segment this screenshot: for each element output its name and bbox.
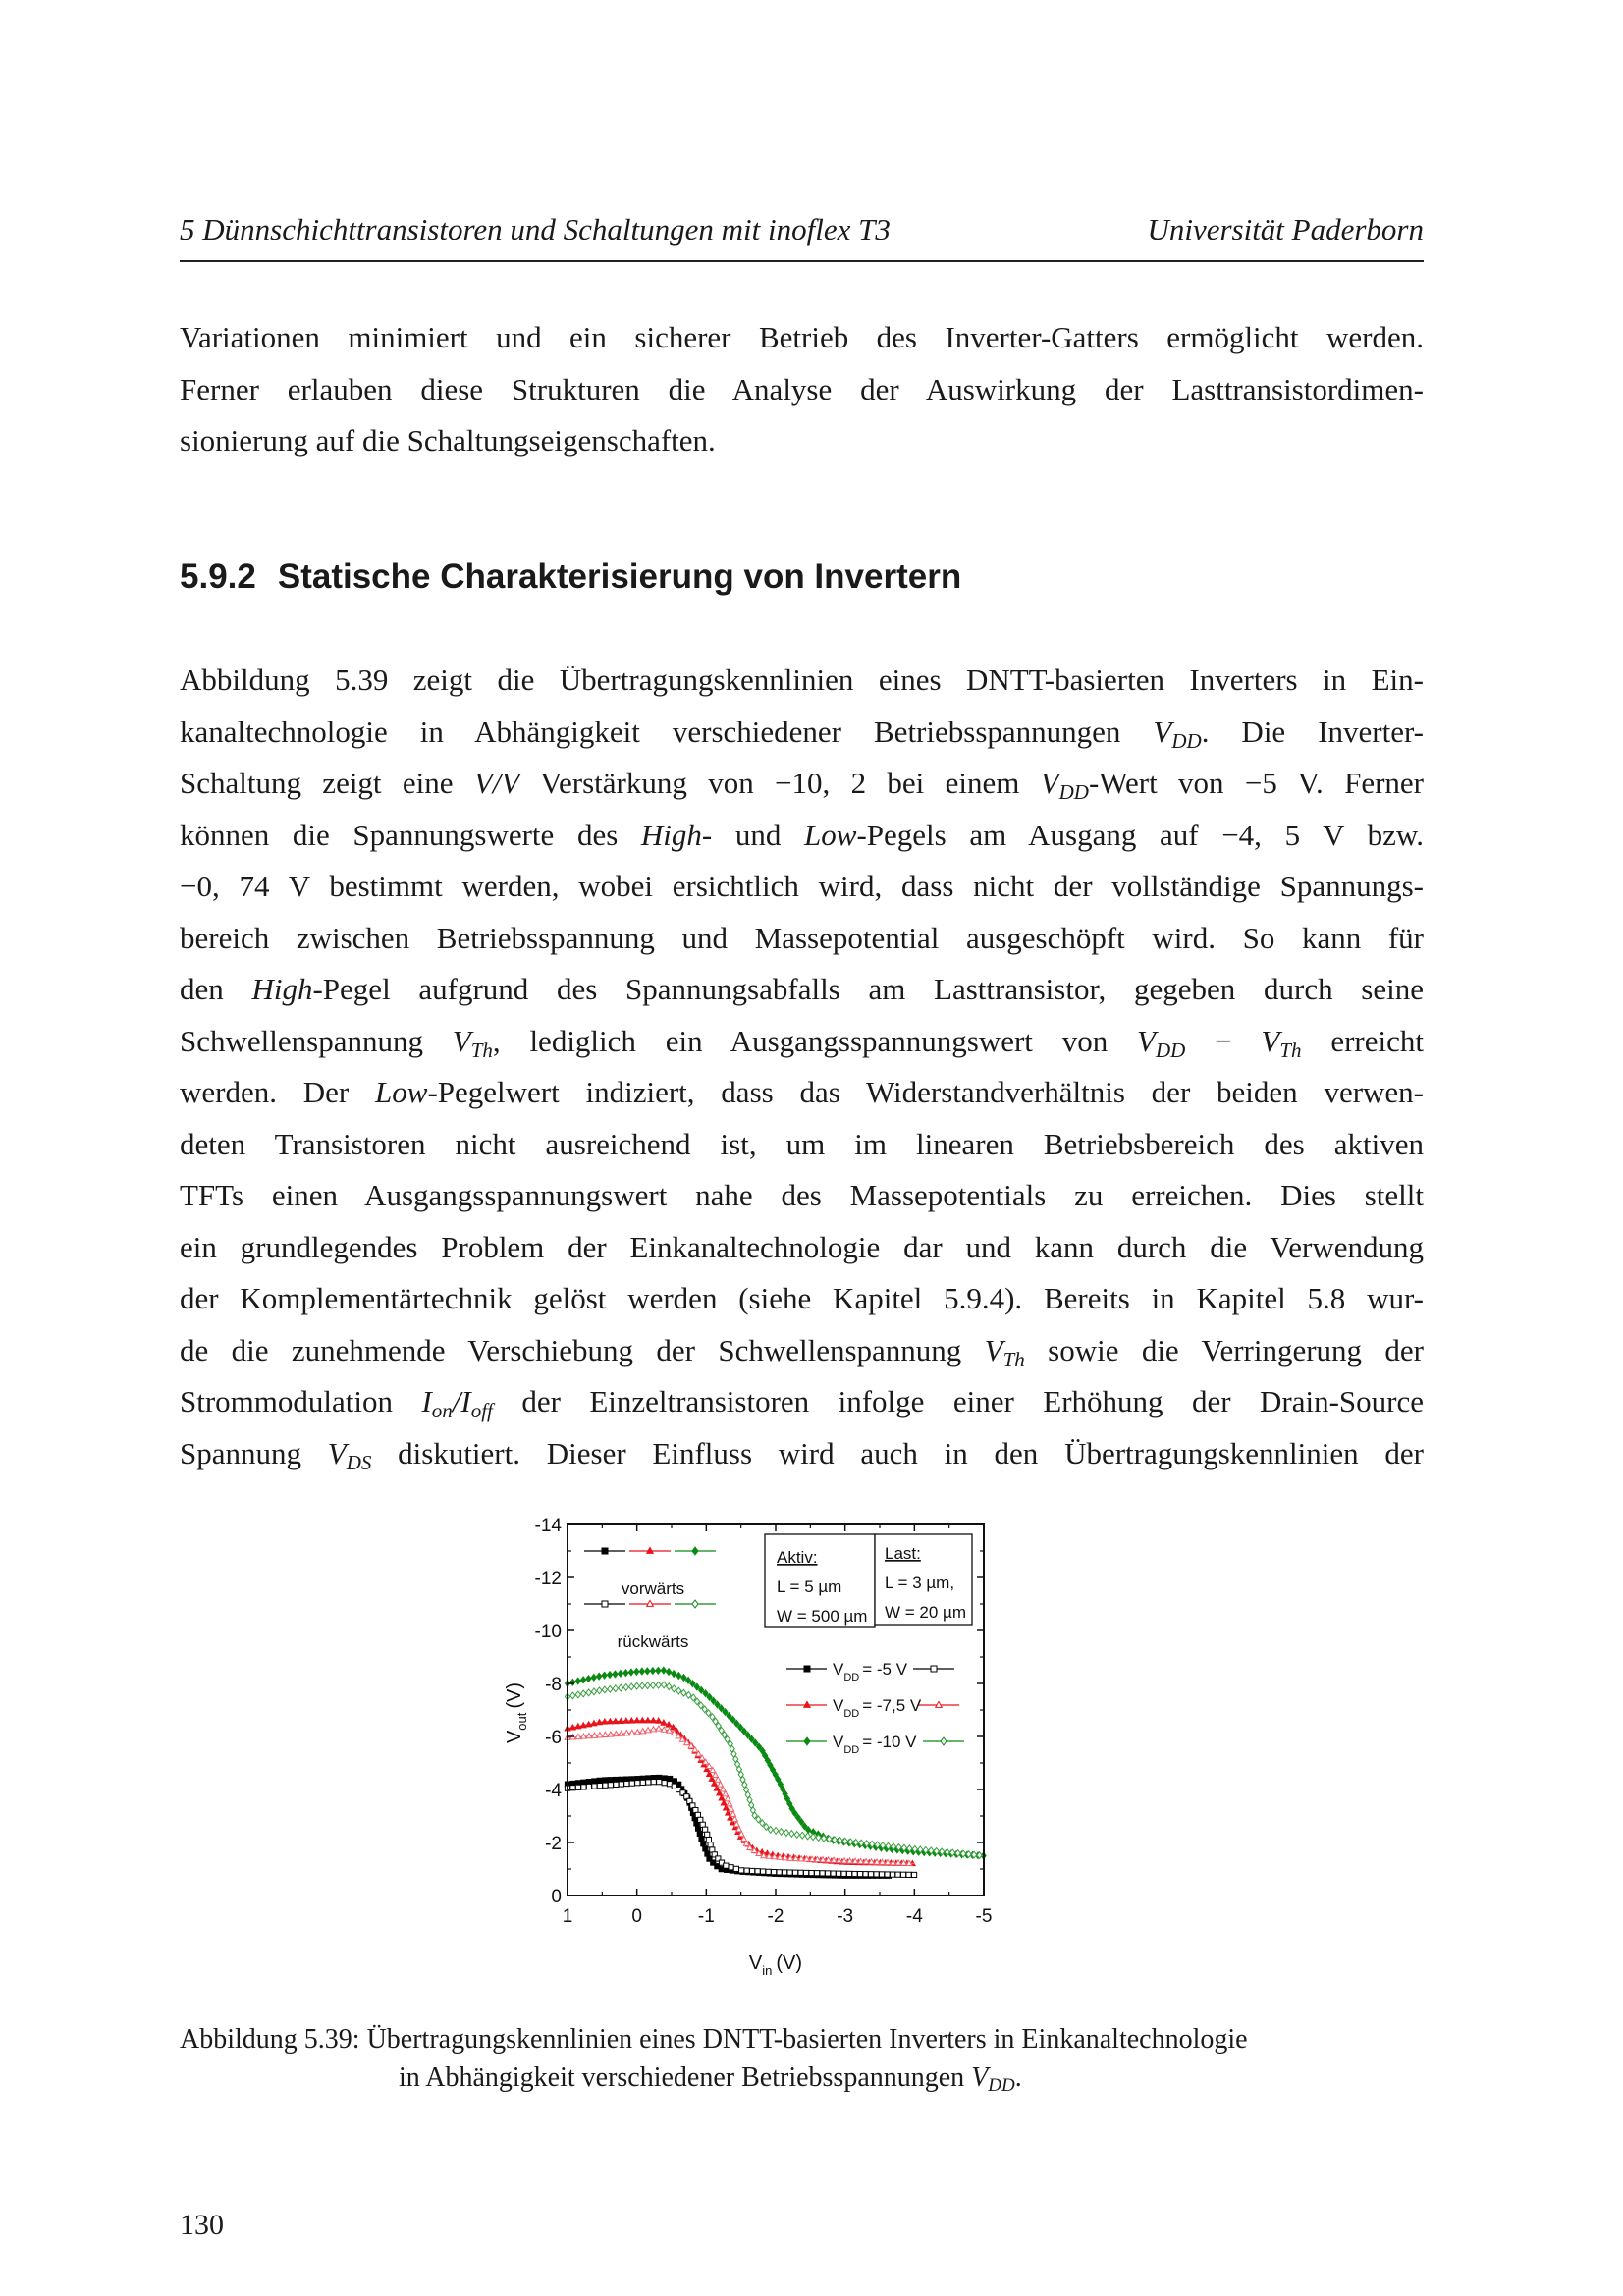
header-chapter: 5 Dünnschichttransistoren und Schaltungen mit inoflex T3 xyxy=(180,212,891,246)
active-box-title: Aktiv: xyxy=(777,1548,818,1567)
text-line xyxy=(180,1376,1424,1428)
data-point xyxy=(774,1827,779,1834)
data-point xyxy=(730,1811,736,1816)
x-tick-label: 0 xyxy=(631,1906,642,1927)
text-line xyxy=(180,312,1424,364)
active-box-width: W = 500 µm xyxy=(777,1607,868,1626)
x-tick-label: -5 xyxy=(975,1906,993,1927)
data-point xyxy=(603,1783,608,1788)
data-point xyxy=(645,1682,650,1689)
x-tick-label: -2 xyxy=(767,1906,784,1927)
text-segment: Variationen minimiert und ein sicherer Betrieb des Inverter-Gatters ermöglicht werden. xyxy=(180,320,1424,354)
direction-legend xyxy=(584,1547,716,1608)
data-point xyxy=(809,1870,814,1875)
caption-line1: Übertragungskennlinien eines DNTT-basierten Inverters in Einkanaltechnologie xyxy=(366,2024,1248,2055)
data-point xyxy=(724,1863,729,1868)
text-segment: , lediglich ein Ausgangsspannungswert von xyxy=(492,1023,1138,1058)
math-variable: /I xyxy=(452,1384,471,1418)
text-segment: Spannung xyxy=(180,1435,328,1470)
text-line xyxy=(180,1119,1424,1171)
header-rule xyxy=(180,260,1424,262)
text-segment: -Pegels am Ausgang auf −4, 5 V bzw. xyxy=(856,817,1424,852)
data-point xyxy=(699,1686,704,1693)
math-subscript: Th xyxy=(470,1038,493,1062)
data-point xyxy=(597,1784,602,1789)
data-point xyxy=(667,1683,672,1690)
data-point xyxy=(656,1667,661,1674)
data-point xyxy=(760,1869,765,1874)
text-segment: Schwellenspannung xyxy=(180,1023,453,1058)
data-point xyxy=(879,1872,884,1877)
data-point xyxy=(863,1872,868,1877)
text-line xyxy=(180,1067,1424,1119)
data-point xyxy=(651,1682,656,1689)
text-segment: sionierung auf die Schaltungseigenschaften. xyxy=(180,423,716,457)
data-point xyxy=(700,1822,705,1827)
data-point xyxy=(831,1871,836,1876)
text-line xyxy=(180,1222,1424,1274)
data-point xyxy=(672,1671,676,1678)
text-segment: der Komplementärtechnik gelöst werden (siehe Kapitel 5.9.4). Bereits in Kapitel 5.8 wur- xyxy=(180,1281,1424,1315)
math-subscript: DD xyxy=(1171,728,1202,753)
text-line xyxy=(180,758,1424,810)
data-point xyxy=(805,1833,810,1840)
y-tick-label: -12 xyxy=(534,1569,562,1589)
data-point xyxy=(699,1837,704,1842)
data-point xyxy=(868,1872,873,1877)
data-point xyxy=(613,1671,618,1678)
text-segment: kanaltechnologie in Abhängigkeit verschiedener Betriebsspannungen xyxy=(180,714,1154,749)
load-box-title: Last: xyxy=(885,1544,921,1563)
data-point xyxy=(613,1685,618,1692)
text-segment: ein grundlegendes Problem der Einkanaltechnologie dar und kann durch die Verwendung xyxy=(180,1229,1424,1264)
legend-marker xyxy=(692,1547,698,1555)
data-point xyxy=(575,1678,580,1684)
legend-marker xyxy=(602,1548,608,1554)
y-tick-label: 0 xyxy=(551,1887,562,1907)
data-point xyxy=(789,1831,794,1838)
math-variable: Low xyxy=(375,1075,428,1109)
data-point xyxy=(814,1871,819,1876)
data-point xyxy=(794,1832,799,1839)
y-tick-label: -8 xyxy=(545,1675,562,1695)
text-segment: den xyxy=(180,972,252,1006)
y-tick-label: -6 xyxy=(545,1728,562,1748)
text-segment: sowie die Verringerung der xyxy=(1024,1332,1424,1367)
data-point xyxy=(681,1689,686,1696)
data-point xyxy=(656,1682,661,1688)
data-point xyxy=(662,1781,667,1786)
data-point xyxy=(729,1865,733,1870)
data-point xyxy=(628,1669,633,1676)
legend-forward-label: vorwärts xyxy=(621,1579,685,1598)
text-line xyxy=(180,913,1424,965)
math-variable: V/V xyxy=(473,766,520,800)
text-segment: − xyxy=(1185,1023,1262,1058)
math-variable: High xyxy=(640,817,702,852)
text-segment: de die zunehmende Verschiebung der Schwellenspannung xyxy=(180,1332,985,1367)
text-line xyxy=(180,964,1424,1016)
transfer-characteristics-chart xyxy=(491,1512,1109,2002)
data-point xyxy=(906,1872,911,1877)
data-point xyxy=(623,1670,628,1677)
legend-marker xyxy=(602,1601,608,1607)
data-point xyxy=(645,1668,650,1675)
data-point xyxy=(635,1781,640,1786)
data-point xyxy=(650,1668,655,1675)
data-point xyxy=(581,1690,586,1697)
data-point xyxy=(890,1872,894,1877)
text-segment: -Pegelwert indiziert, dass das Widerstandverhältnis der beiden verwen- xyxy=(427,1075,1425,1109)
text-line xyxy=(180,364,1424,416)
data-point xyxy=(591,1674,596,1681)
math-variable: V xyxy=(452,1023,471,1058)
data-point xyxy=(874,1872,879,1877)
data-point xyxy=(602,1686,607,1693)
data-point xyxy=(651,1780,656,1785)
text-segment: Abbildung 5.39 zeigt die Übertragungskennlinien eines DNTT-basierten Inverters in Ein- xyxy=(180,663,1424,697)
text-segment: bereich zwischen Betriebsspannung und Massepotential ausgeschöpft wird. So kann für xyxy=(180,920,1424,955)
data-point xyxy=(895,1872,900,1877)
data-point xyxy=(900,1872,905,1877)
text-segment: deten Transistoren nicht ausreichend ist, um im linearen Betriebsbereich des aktiven xyxy=(180,1126,1424,1161)
text-segment: Ferner erlauben diese Strukturen die Analyse der Auswirkung der Lasttransistordimen- xyxy=(180,371,1424,406)
data-point xyxy=(581,1785,586,1789)
data-point xyxy=(624,1781,629,1786)
math-variable: V xyxy=(1261,1023,1280,1058)
math-subscript: DD xyxy=(1058,780,1089,804)
data-point xyxy=(661,1682,666,1688)
data-point xyxy=(811,1834,816,1841)
data-point xyxy=(634,1669,639,1676)
math-variable: I xyxy=(421,1384,432,1418)
math-variable: V xyxy=(1040,766,1059,800)
data-point xyxy=(608,1685,613,1692)
y-tick-label: -14 xyxy=(534,1516,562,1536)
data-point xyxy=(779,1829,784,1836)
page-number: 130 xyxy=(180,2209,224,2241)
data-point xyxy=(800,1832,805,1839)
data-point xyxy=(727,1801,732,1806)
data-point xyxy=(597,1687,602,1694)
data-point xyxy=(787,1870,792,1875)
data-point xyxy=(676,1673,681,1680)
data-point xyxy=(852,1871,857,1876)
text-line xyxy=(180,1273,1424,1325)
data-point xyxy=(798,1870,803,1875)
data-point xyxy=(591,1688,596,1695)
math-variable: V xyxy=(327,1435,347,1470)
data-point xyxy=(708,1842,713,1847)
data-point xyxy=(586,1784,591,1789)
data-point xyxy=(911,1872,916,1877)
data-point xyxy=(690,1681,695,1687)
text-segment: −0, 74 V bestimmt werden, wobei ersichtlich wird, dass nicht der vollständige Spannungs- xyxy=(180,869,1424,903)
data-point xyxy=(766,1869,771,1874)
data-point xyxy=(755,1869,760,1874)
data-point xyxy=(575,1691,580,1698)
data-point xyxy=(602,1672,607,1679)
data-point xyxy=(640,1682,645,1689)
caption-label: Abbildung 5.39: xyxy=(180,2024,360,2055)
math-subscript: DD xyxy=(1155,1038,1186,1062)
paragraph-body xyxy=(180,655,1424,1479)
math-subscript: Th xyxy=(1002,1347,1025,1371)
vdd-legend-label-7-5: $V_{DD} = -7,5$ V xyxy=(833,1696,922,1720)
data-point xyxy=(614,1782,619,1787)
text-line xyxy=(180,1428,1424,1480)
data-point xyxy=(703,1827,708,1832)
legend-marker-backward xyxy=(931,1666,937,1672)
x-tick-label: -1 xyxy=(697,1906,715,1927)
legend-marker-backward xyxy=(941,1737,947,1745)
y-tick-label: -2 xyxy=(545,1834,562,1854)
math-variable: High xyxy=(251,972,313,1006)
data-point xyxy=(698,1817,703,1822)
text-line xyxy=(180,655,1424,707)
data-point xyxy=(784,1830,788,1837)
data-point xyxy=(803,1870,808,1875)
text-segment: . Die Inverter- xyxy=(1201,714,1424,749)
caption-sub: DD xyxy=(988,2075,1015,2096)
data-point xyxy=(586,1676,591,1682)
data-point xyxy=(607,1672,612,1679)
y-axis-title: $V_{out}(V)$ xyxy=(504,1682,529,1744)
data-point xyxy=(857,1871,862,1876)
legend-marker-forward xyxy=(804,1737,810,1745)
vdd-legend-label-5: $V_{DD} = -5$ V xyxy=(833,1660,908,1683)
data-point xyxy=(597,1778,602,1783)
data-point xyxy=(695,1812,700,1817)
data-point xyxy=(597,1673,602,1680)
data-point xyxy=(705,1832,710,1837)
caption-var: V xyxy=(971,2062,989,2093)
text-segment: -Wert von −5 V. Ferner xyxy=(1088,766,1424,800)
caption-end: . xyxy=(1014,2062,1022,2093)
data-point xyxy=(619,1684,623,1691)
data-point xyxy=(706,1837,711,1842)
legend-marker xyxy=(692,1600,698,1608)
math-subscript: Th xyxy=(1279,1038,1302,1062)
data-point xyxy=(825,1871,830,1876)
data-point xyxy=(694,1683,699,1690)
data-point xyxy=(639,1668,644,1675)
legend-marker-forward xyxy=(804,1666,810,1672)
data-point xyxy=(782,1870,786,1875)
text-segment: - und xyxy=(701,817,805,852)
text-segment: Strommodulation xyxy=(180,1384,422,1418)
y-tick-label: -4 xyxy=(545,1781,562,1801)
x-axis-title: $V_{in}$ (V) xyxy=(748,1952,803,1978)
data-point xyxy=(750,1868,755,1873)
figure-caption xyxy=(180,2020,1424,2097)
data-point xyxy=(666,1669,671,1676)
math-variable: Low xyxy=(804,817,857,852)
data-point xyxy=(703,1846,708,1851)
running-header xyxy=(180,212,1424,247)
data-point xyxy=(608,1783,613,1788)
data-point xyxy=(846,1871,851,1876)
text-line xyxy=(180,1325,1424,1377)
text-segment: -Pegel aufgrund des Spannungsabfalls am Lasttransistor, gegeben durch seine xyxy=(312,972,1424,1006)
data-point xyxy=(729,1806,734,1811)
text-segment: der Einzeltransistoren infolge einer Erhöhung der Drain-Source xyxy=(492,1384,1424,1418)
text-segment: diskutiert. Dieser Einfluss wird auch in den Übertragungskennlinien der xyxy=(371,1435,1425,1470)
text-segment: Schaltung zeigt eine xyxy=(180,766,474,800)
section-heading xyxy=(180,558,961,597)
data-point xyxy=(739,1868,744,1873)
data-point xyxy=(575,1785,580,1789)
data-point xyxy=(885,1872,890,1877)
text-line xyxy=(180,415,1424,467)
load-box-length: L = 3 µm, xyxy=(885,1574,955,1592)
data-point xyxy=(618,1670,622,1677)
data-point xyxy=(586,1689,591,1696)
data-point xyxy=(623,1684,628,1691)
data-point xyxy=(629,1781,634,1786)
text-segment: TFTs einen Ausgangsspannungswert nahe des Massepotentials zu erreichen. Dies stellt xyxy=(180,1178,1424,1212)
section-title: Statische Charakterisierung von Invertern xyxy=(277,558,962,596)
data-point xyxy=(646,1780,651,1785)
math-subscript: on xyxy=(431,1399,453,1422)
data-point xyxy=(570,1679,575,1685)
data-point xyxy=(657,1780,662,1785)
vdd-legend-label-10: $V_{DD} = -10$ V xyxy=(833,1733,917,1756)
data-point xyxy=(619,1782,623,1787)
data-point xyxy=(701,1842,706,1846)
x-tick-label: 1 xyxy=(562,1906,573,1927)
math-subscript: off xyxy=(470,1399,493,1422)
header-university: Universität Paderborn xyxy=(1147,212,1424,246)
text-line xyxy=(180,707,1424,759)
load-box-width: W = 20 µm xyxy=(885,1603,967,1622)
text-segment: erreicht xyxy=(1301,1023,1424,1058)
data-point xyxy=(608,1778,613,1783)
section-number: 5.9.2 xyxy=(180,558,256,596)
text-line xyxy=(180,1016,1424,1068)
data-point xyxy=(697,1831,702,1836)
data-point xyxy=(634,1682,639,1689)
data-point xyxy=(580,1677,585,1683)
data-point xyxy=(592,1779,597,1784)
x-tick-label: -3 xyxy=(837,1906,854,1927)
data-point xyxy=(629,1683,634,1690)
data-point xyxy=(777,1870,782,1875)
data-point xyxy=(820,1871,825,1876)
math-subscript: DS xyxy=(346,1450,372,1474)
data-point xyxy=(592,1784,597,1789)
y-tick-label: -10 xyxy=(534,1622,562,1642)
data-point xyxy=(661,1667,666,1674)
active-box-length: L = 5 µm xyxy=(777,1577,842,1596)
text-segment: Verstärkung von −10, 2 bei einem xyxy=(519,766,1041,800)
text-line xyxy=(180,810,1424,862)
text-line xyxy=(180,861,1424,913)
data-point xyxy=(676,1687,681,1694)
data-point xyxy=(640,1780,645,1785)
data-point xyxy=(733,1866,738,1871)
caption-line2: in Abhängigkeit verschiedener Betriebsspannungen xyxy=(399,2062,972,2093)
text-segment: werden. Der xyxy=(180,1075,376,1109)
data-point xyxy=(672,1685,676,1692)
text-segment: können die Spannungswerte des xyxy=(180,817,641,852)
data-point xyxy=(771,1870,776,1875)
data-point xyxy=(603,1778,608,1783)
data-point xyxy=(725,1796,730,1801)
x-tick-label: -4 xyxy=(905,1906,923,1927)
math-variable: V xyxy=(984,1332,1003,1367)
math-variable: V xyxy=(1153,714,1172,749)
math-variable: V xyxy=(1137,1023,1156,1058)
data-point xyxy=(836,1871,840,1876)
data-point xyxy=(744,1868,749,1873)
data-point xyxy=(792,1870,797,1875)
paragraph-intro xyxy=(180,312,1424,467)
data-point xyxy=(841,1871,846,1876)
text-line xyxy=(180,1170,1424,1222)
legend-backward-label: rückwärts xyxy=(617,1632,689,1651)
data-point xyxy=(570,1692,575,1699)
